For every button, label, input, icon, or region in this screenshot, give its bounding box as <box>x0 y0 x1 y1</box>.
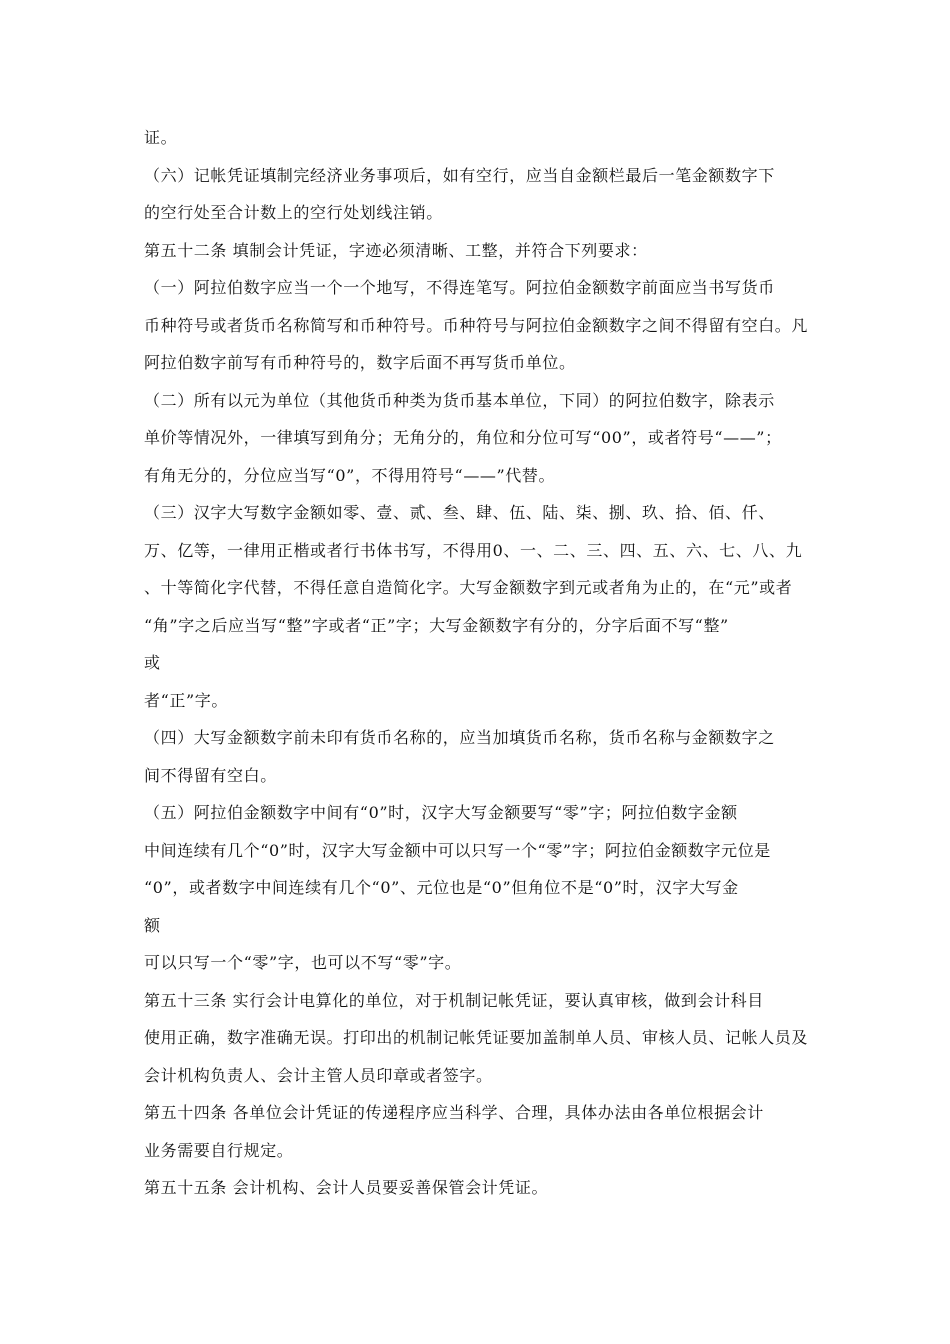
text-line: 第五十二条 填制会计凭证，字迹必须清晰、工整，并符合下列要求： <box>144 241 648 260</box>
text-line: （三）汉字大写数字金额如零、壹、贰、叁、肆、伍、陆、柒、捌、玖、拾、佰、仟、 <box>144 503 775 522</box>
text-line: 有角无分的，分位应当写“0”，不得用符号“——”代替。 <box>144 466 556 485</box>
text-line: 证。 <box>144 128 178 147</box>
text-line: 间不得留有空白。 <box>144 766 277 785</box>
text-line: 、十等简化字代替，不得任意自造简化字。大写金额数字到元或者角为止的，在“元”或者 <box>144 578 793 597</box>
text-line: 中间连续有几个“0”时，汉字大写金额中可以只写一个“零”字；阿拉伯金额数字元位是 <box>144 841 771 860</box>
text-line: 币种符号或者货币名称简写和币种符号。币种符号与阿拉伯金额数字之间不得留有空白。凡 <box>144 316 809 335</box>
text-line: 或 <box>144 653 161 672</box>
text-line: 可以只写一个“零”字，也可以不写“零”字。 <box>144 953 462 972</box>
text-line: 的空行处至合计数上的空行处划线注销。 <box>144 203 443 222</box>
text-line: 阿拉伯数字前写有币种符号的，数字后面不再写货币单位。 <box>144 353 576 372</box>
text-line: 万、亿等，一律用正楷或者行书体书写，不得用0、一、二、三、四、五、六、七、八、九 <box>144 541 803 560</box>
text-line: 单价等情况外，一律填写到角分；无角分的，角位和分位可写“00”，或者符号“——”； <box>144 428 782 447</box>
text-line: （六）记帐凭证填制完经济业务事项后，如有空行，应当自金额栏最后一笔金额数字下 <box>144 166 775 185</box>
text-line: 额 <box>144 916 161 935</box>
text-line: 第五十四条 各单位会计凭证的传递程序应当科学、合理，具体办法由各单位根据会计 <box>144 1103 764 1122</box>
text-line: （四）大写金额数字前未印有货币名称的，应当加填货币名称，货币名称与金额数字之 <box>144 728 775 747</box>
text-line: （二）所有以元为单位（其他货币种类为货币基本单位，下同）的阿拉伯数字，除表示 <box>144 391 775 410</box>
text-line: “角”字之后应当写“整”字或者“正”字；大写金额数字有分的，分字后面不写“整” <box>144 616 729 635</box>
text-line: 业务需要自行规定。 <box>144 1141 294 1160</box>
text-line: （五）阿拉伯金额数字中间有“0”时，汉字大写金额要写“零”字；阿拉伯数字金额 <box>144 803 738 822</box>
text-line: 者“正”字。 <box>144 691 228 710</box>
text-line: 第五十五条 会计机构、会计人员要妥善保管会计凭证。 <box>144 1178 549 1197</box>
text-line: 会计机构负责人、会计主管人员印章或者签字。 <box>144 1066 493 1085</box>
text-line: 使用正确，数字准确无误。打印出的机制记帐凭证要加盖制单人员、审核人员、记帐人员及 <box>144 1028 809 1047</box>
text-line: （一）阿拉伯数字应当一个一个地写，不得连笔写。阿拉伯金额数字前面应当书写货币 <box>144 278 775 297</box>
text-line: 第五十三条 实行会计电算化的单位，对于机制记帐凭证，要认真审核，做到会计科目 <box>144 991 764 1010</box>
text-line: “0”，或者数字中间连续有几个“0”、元位也是“0”但角位不是“0”时，汉字大写金 <box>144 878 739 897</box>
